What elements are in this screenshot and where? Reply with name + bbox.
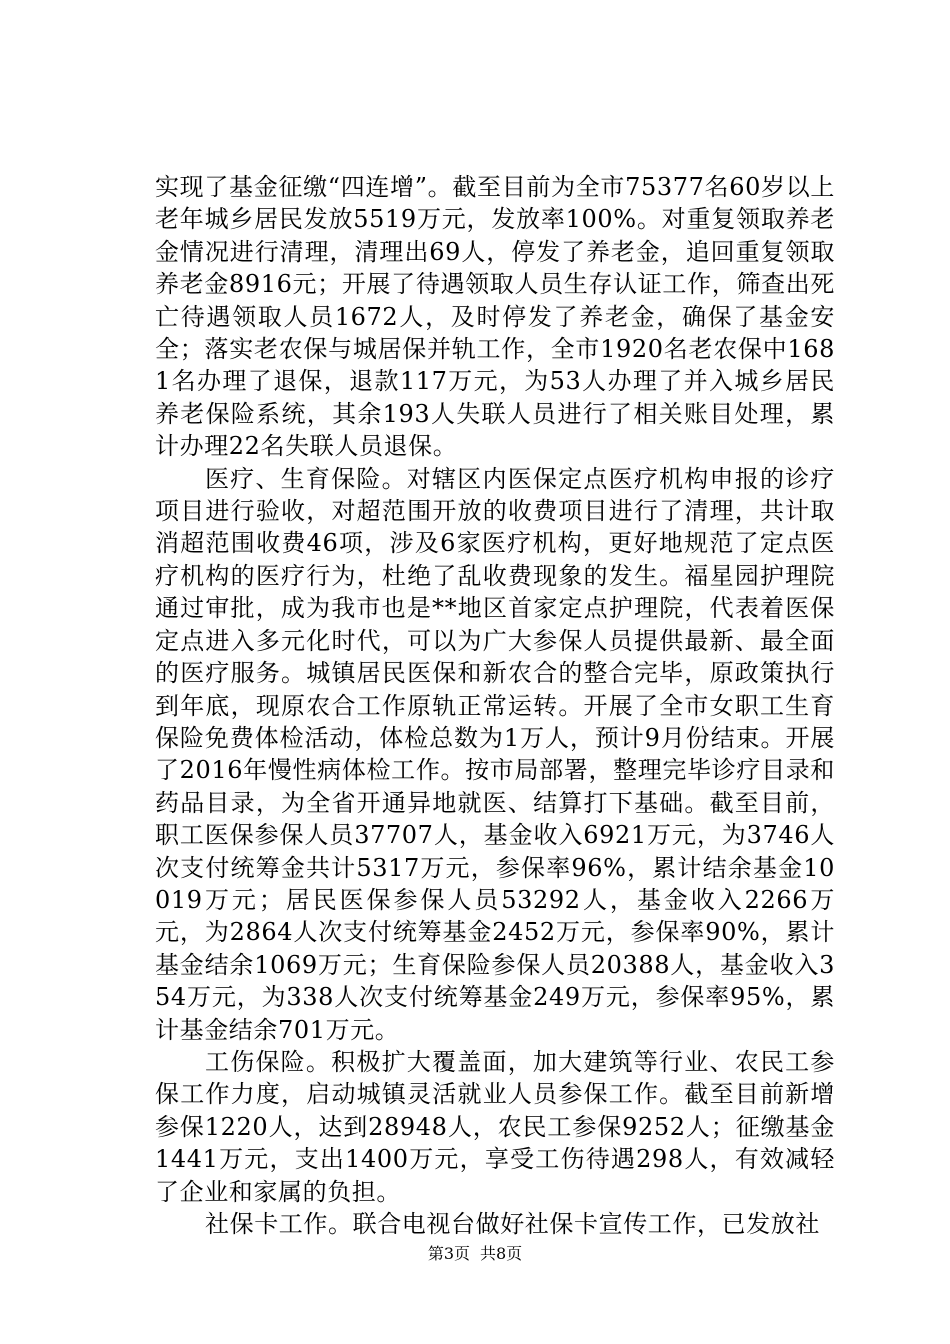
paragraph-medical-maternity-insurance: 医疗、生育保险。对辖区内医保定点医疗机构申报的诊疗项目进行验收，对超范围开放的收费项目进行了清理，共计取消超范围收费46项，涉及6家医疗机构，更好地规范了定点医疗机构的医疗行为，杜绝了乱收费现象的发生。福星园护理院通过审批，成为我市也是**地区首家定点护理院，代表着医保定点进入多元化时代，可以为广大参保人员提供最新、最全面的医疗服务。城镇居民医保和新农合的整合完毕，原政策执行到年底，现原农合工作原轨正常运转。开展了全市女职工生育保险免费体检活动，体检总数为1万人，预计9月份结束。开展了2016年慢性病体检工作。按市局部署，整理完毕诊疗目录和药品目录，为全省开通异地就医、结算打下基础。截至目前，职工医保参保人员37707人，基金收入6921万元，为3746人次支付统筹金共计5317万元，参保率96%，累计结余基金10019万元；居民医保参保人员53292人，基金收入2266万元，为2864人次支付统筹基金2452万元，参保率90%，累计基金结余1069万元；生育保险参保人员20388人，基金收入354万元，为338人次支付统筹基金249万元，参保率95%，累计基金结余701万元。 xyxy=(155,464,835,1044)
document-body xyxy=(155,171,835,1240)
paragraph-social-security-card: 社保卡工作。联合电视台做好社保卡宣传工作，已发放社 xyxy=(205,1210,820,1238)
page-number: 第3页 xyxy=(427,1244,470,1263)
page-footer xyxy=(0,1244,950,1264)
page-total: 共8页 xyxy=(480,1244,523,1263)
paragraph-work-injury-insurance: 工伤保险。积极扩大覆盖面，加大建筑等行业、农民工参保工作力度，启动城镇灵活就业人员参保工作。截至目前新增参保1220人，达到28948人，农民工参保9252人；征缴基金1441万元，支出1400万元，享受工伤待遇298人，有效减轻了企业和家属的负担。 xyxy=(155,1047,835,1206)
paragraph-pension-continuation: 实现了基金征缴“四连增”。截至目前为全市75377名60岁以上老年城乡居民发放5519万元，发放率100%。对重复领取养老金情况进行清理，清理出69人，停发了养老金，追回重复领取养老金8916元；开展了待遇领取人员生存认证工作，筛查出死亡待遇领取人员1672人，及时停发了养老金，确保了基金安全；落实老农保与城居保并轨工作，全市1920名老农保中1681名办理了退保，退款117万元，为53人办理了并入城乡居民养老保险系统，其余193人失联人员进行了相关账目处理，累计办理22名失联人员退保。 xyxy=(155,173,835,461)
